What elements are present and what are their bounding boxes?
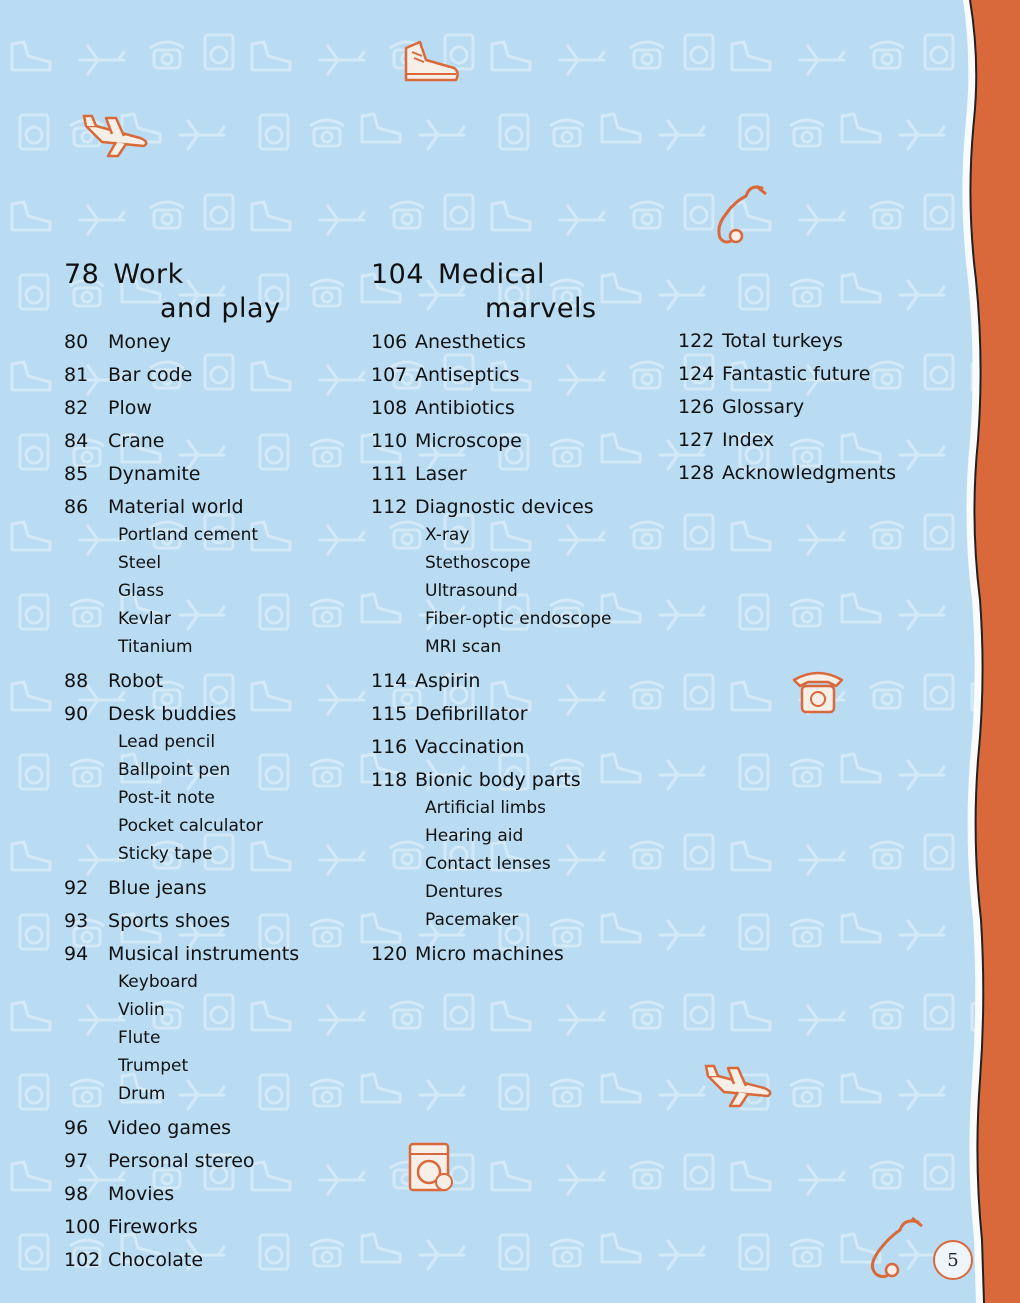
toc-entry-label: Money [108,331,171,353]
toc-entry-label: Defibrillator [415,703,528,725]
toc-entry-page: 112 [371,496,408,518]
toc-entry[interactable] [678,424,896,457]
toc-entry[interactable] [371,731,611,764]
toc-entry-label: Antiseptics [415,364,520,386]
toc-entry-page: 106 [371,331,408,353]
toc-entry-page: 92 [64,877,89,899]
toc-subentry[interactable]: Dentures [425,882,503,902]
toc-subentry[interactable]: Violin [118,1000,165,1020]
toc-list [371,326,611,971]
orange-page-edge [960,0,1020,1303]
toc-entry-label: Glossary [722,396,805,418]
toc-entry[interactable] [371,359,611,392]
toc-entry[interactable] [64,665,299,698]
toc-subentry[interactable]: Kevlar [118,609,171,629]
toc-entry[interactable] [64,698,299,731]
stethoscope-icon [860,1214,926,1280]
toc-entry[interactable] [64,392,299,425]
toc-entry-page: 90 [64,703,89,725]
toc-entry-label: Total turkeys [722,330,843,352]
toc-entry-label: Fantastic future [722,363,871,385]
toc-subentry[interactable]: Sticky tape [118,844,213,864]
toc-entry-page: 114 [371,670,408,692]
toc-entry-page: 93 [64,910,89,932]
toc-entry-label: Chocolate [108,1249,204,1271]
toc-entry-page: 85 [64,463,89,485]
toc-entry-label: Personal stereo [108,1150,255,1172]
toc-list [64,326,299,1277]
toc-entry-page: 111 [371,463,408,485]
toc-subentry[interactable]: Drum [118,1084,166,1104]
toc-entry[interactable] [371,938,611,971]
toc-entry[interactable] [371,458,611,491]
sneaker-icon [402,38,462,86]
toc-entry-label: Video games [108,1117,232,1139]
toc-entry[interactable] [64,905,299,938]
toc-subentry[interactable]: Fiber-optic endoscope [425,609,612,629]
toc-column-back-matter [678,325,896,490]
section-title-line2: and play [160,293,281,324]
toc-subentries [371,794,611,934]
toc-subentry[interactable]: Pocket calculator [118,816,263,836]
toc-entry[interactable] [678,457,896,490]
toc-subentry[interactable]: Steel [118,553,162,573]
section-page-number: 104 [371,259,425,290]
toc-entry-page: 97 [64,1150,89,1172]
airplane-icon [704,1060,778,1110]
toc-entry-page: 86 [64,496,89,518]
toc-subentry[interactable]: Pacemaker [425,910,519,930]
toc-entry[interactable] [371,764,611,797]
toc-subentry[interactable]: Stethoscope [425,553,531,573]
toc-entry-label: Aspirin [415,670,481,692]
toc-subentry[interactable]: Titanium [118,637,193,657]
stethoscope-icon [706,182,770,248]
section-title [371,258,611,326]
toc-entry[interactable] [64,491,299,524]
toc-subentry[interactable]: Artificial limbs [425,798,546,818]
toc-subentry[interactable]: Glass [118,581,165,601]
toc-entry-page: 122 [678,330,715,352]
toc-entry-page: 80 [64,331,89,353]
toc-subentry[interactable]: Lead pencil [118,732,216,752]
toc-entry-page: 107 [371,364,408,386]
section-title-line1: Work [113,259,184,290]
section-page-number: 78 [64,259,100,290]
toc-entry-label: Crane [108,430,165,452]
toc-entry[interactable] [371,425,611,458]
toc-subentries [64,968,299,1108]
toc-subentry[interactable]: X-ray [425,525,470,545]
toc-entry[interactable] [64,938,299,971]
toc-entry-label: Fireworks [108,1216,198,1238]
airplane-icon [82,112,154,158]
toc-entry-page: 96 [64,1117,89,1139]
toc-entry-page: 98 [64,1183,89,1205]
toc-subentries [371,521,611,661]
toc-entry[interactable] [678,325,896,358]
toc-column-medical-marvels [371,258,611,971]
toc-entry-page: 108 [371,397,408,419]
section-title-line1: Medical [438,259,545,290]
toc-entry-page: 115 [371,703,408,725]
toc-entry-page: 124 [678,363,715,385]
toc-entry[interactable] [371,698,611,731]
toc-entry-page: 110 [371,430,408,452]
toc-entry-label: Dynamite [108,463,201,485]
toc-entry-page: 118 [371,769,408,791]
toc-entry-label: Microscope [415,430,522,452]
toc-entry[interactable] [64,458,299,491]
toc-list [678,325,896,490]
toc-subentry[interactable]: Keyboard [118,972,198,992]
toc-entry-page: 127 [678,429,715,451]
toc-entry-page: 128 [678,462,715,484]
section-title [64,258,299,326]
toc-entry[interactable] [678,358,896,391]
toc-entry-page: 116 [371,736,408,758]
toc-entry-page: 102 [64,1249,101,1271]
toc-entry-label: Acknowledgments [722,462,896,484]
page-number-badge: 5 [933,1240,973,1280]
toc-subentry[interactable]: MRI scan [425,637,502,657]
toc-subentries [64,521,299,661]
toc-entry-label: Laser [415,463,467,485]
toc-entry[interactable] [371,491,611,524]
telephone-icon [790,668,846,716]
toc-entry[interactable] [64,359,299,392]
toc-entry-label: Musical instruments [108,943,300,965]
toc-subentry[interactable]: Ballpoint pen [118,760,231,780]
toc-entry[interactable] [371,326,611,359]
toc-entry-label: Robot [108,670,164,692]
toc-entry-page: 126 [678,396,715,418]
toc-subentry[interactable]: Post-it note [118,788,215,808]
toc-entry-label: Material world [108,496,244,518]
toc-entry-label: Micro machines [415,943,564,965]
toc-entry[interactable] [64,326,299,359]
toc-entry-label: Blue jeans [108,877,207,899]
toc-entry[interactable] [678,391,896,424]
toc-entry-label: Plow [108,397,152,419]
toc-subentry[interactable]: Hearing aid [425,826,524,846]
toc-entry-label: Movies [108,1183,175,1205]
toc-entry-page: 88 [64,670,89,692]
toc-entry[interactable] [371,665,611,698]
toc-subentry[interactable]: Trumpet [118,1056,189,1076]
toc-entry-page: 84 [64,430,89,452]
toc-entry-page: 81 [64,364,89,386]
toc-entry[interactable] [371,392,611,425]
toc-subentry[interactable]: Flute [118,1028,161,1048]
toc-entry[interactable] [64,1112,299,1145]
toc-entry-label: Sports shoes [108,910,231,932]
toc-entry[interactable] [64,1244,299,1277]
toc-entry-label: Index [722,429,775,451]
toc-entry[interactable] [64,1178,299,1211]
toc-entry-label: Bionic body parts [415,769,581,791]
toc-subentries [64,728,299,868]
toc-entry[interactable] [64,872,299,905]
toc-entry-page: 94 [64,943,89,965]
toc-entry[interactable] [64,1145,299,1178]
toc-entry-label: Diagnostic devices [415,496,594,518]
toc-column-work-and-play [64,258,299,1277]
toc-entry-label: Desk buddies [108,703,237,725]
toc-subentry[interactable]: Portland cement [118,525,259,545]
toc-entry-label: Vaccination [415,736,525,758]
toc-entry[interactable] [64,425,299,458]
toc-subentry[interactable]: Contact lenses [425,854,551,874]
toc-entry-page: 120 [371,943,408,965]
toc-entry-page: 82 [64,397,89,419]
washing-machine-icon [406,1140,458,1194]
toc-entry[interactable] [64,1211,299,1244]
toc-subentry[interactable]: Ultrasound [425,581,518,601]
toc-entry-page: 100 [64,1216,101,1238]
toc-entry-label: Anesthetics [415,331,526,353]
toc-entry-label: Bar code [108,364,193,386]
section-title-line2: marvels [485,293,597,324]
toc-entry-label: Antibiotics [415,397,515,419]
